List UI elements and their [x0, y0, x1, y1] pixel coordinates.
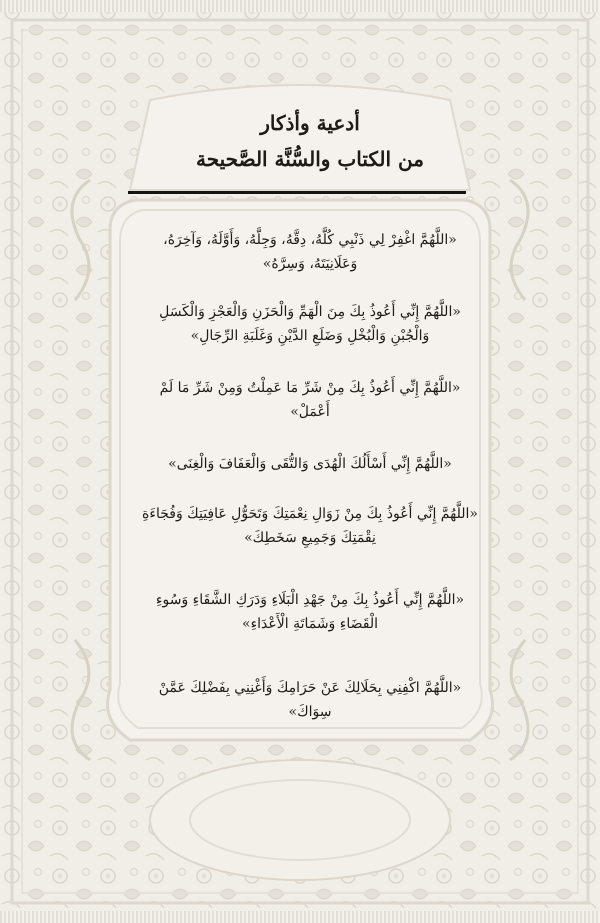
prayer-item-7: «اللَّهُمَّ اكْفِنِي بِحَلَالِكَ عَنْ حَرَامِكَ وَأَغْنِنِي بِفَضْلِكَ عَمَّنْ سِوَاكَ» — [158, 680, 462, 720]
page-title: أدعية وأذكار — [260, 111, 360, 135]
prayer-item-3: «اللَّهُمَّ إِنِّي أَعُوذُ بِكَ مِنْ شَرِّ مَا عَمِلْتُ وَمِنْ شَرِّ مَا لَمْ أَعْمَلْ» — [159, 380, 461, 420]
title-divider — [128, 191, 466, 194]
title-block — [140, 108, 480, 176]
prayer-list — [140, 228, 480, 736]
prayer-item-2: «اللَّهُمَّ إِنِّي أَعُوذُ بِكَ مِنَ الْهَمِّ وَالْحَزَنِ وَالْعَجْزِ وَالْكَسَلِ وَالْجُبْنِ وَالْبُخْلِ وَضَلَعِ الدَّيْنِ وَغَلَبَةِ الرِّجَالِ» — [159, 304, 461, 344]
bottom-fringe — [0, 911, 600, 923]
prayer-item-4: «اللَّهُمَّ إِنِّي أَسْأَلُكَ الْهُدَى وَالتُّقَى وَالْعَفَافَ وَالْغِنَى» — [168, 456, 452, 472]
prayer-item-1: «اللَّهُمَّ اغْفِرْ لِي ذَنْبِي كُلَّهُ، دِقَّهُ، وَجِلَّهُ، وَأَوَّلَهُ، وَآخِرَهُ، وَعَلَانِيَتَهُ، وَسِرَّهُ» — [163, 232, 457, 272]
prayer-item-6: «اللَّهُمَّ إِنِّي أَعُوذُ بِكَ مِنْ جَهْدِ الْبَلَاءِ وَدَرَكِ الشَّقَاءِ وَسُوءِ الْقَضَاءِ وَشَمَاتَةِ الْأَعْدَاءِ» — [155, 592, 465, 632]
prayer-item-5: «اللَّهُمَّ إِنِّي أَعُوذُ بِكَ مِنْ زَوَالِ نِعْمَتِكَ وَتَحَوُّلِ عَافِيَتِكَ وَفُجَاءَةِ نِقْمَتِكَ وَجَمِيعِ سَخَطِكَ» — [142, 506, 478, 546]
page-subtitle: من الكتاب والسُّنَّة الصَّحيحة — [196, 147, 424, 171]
